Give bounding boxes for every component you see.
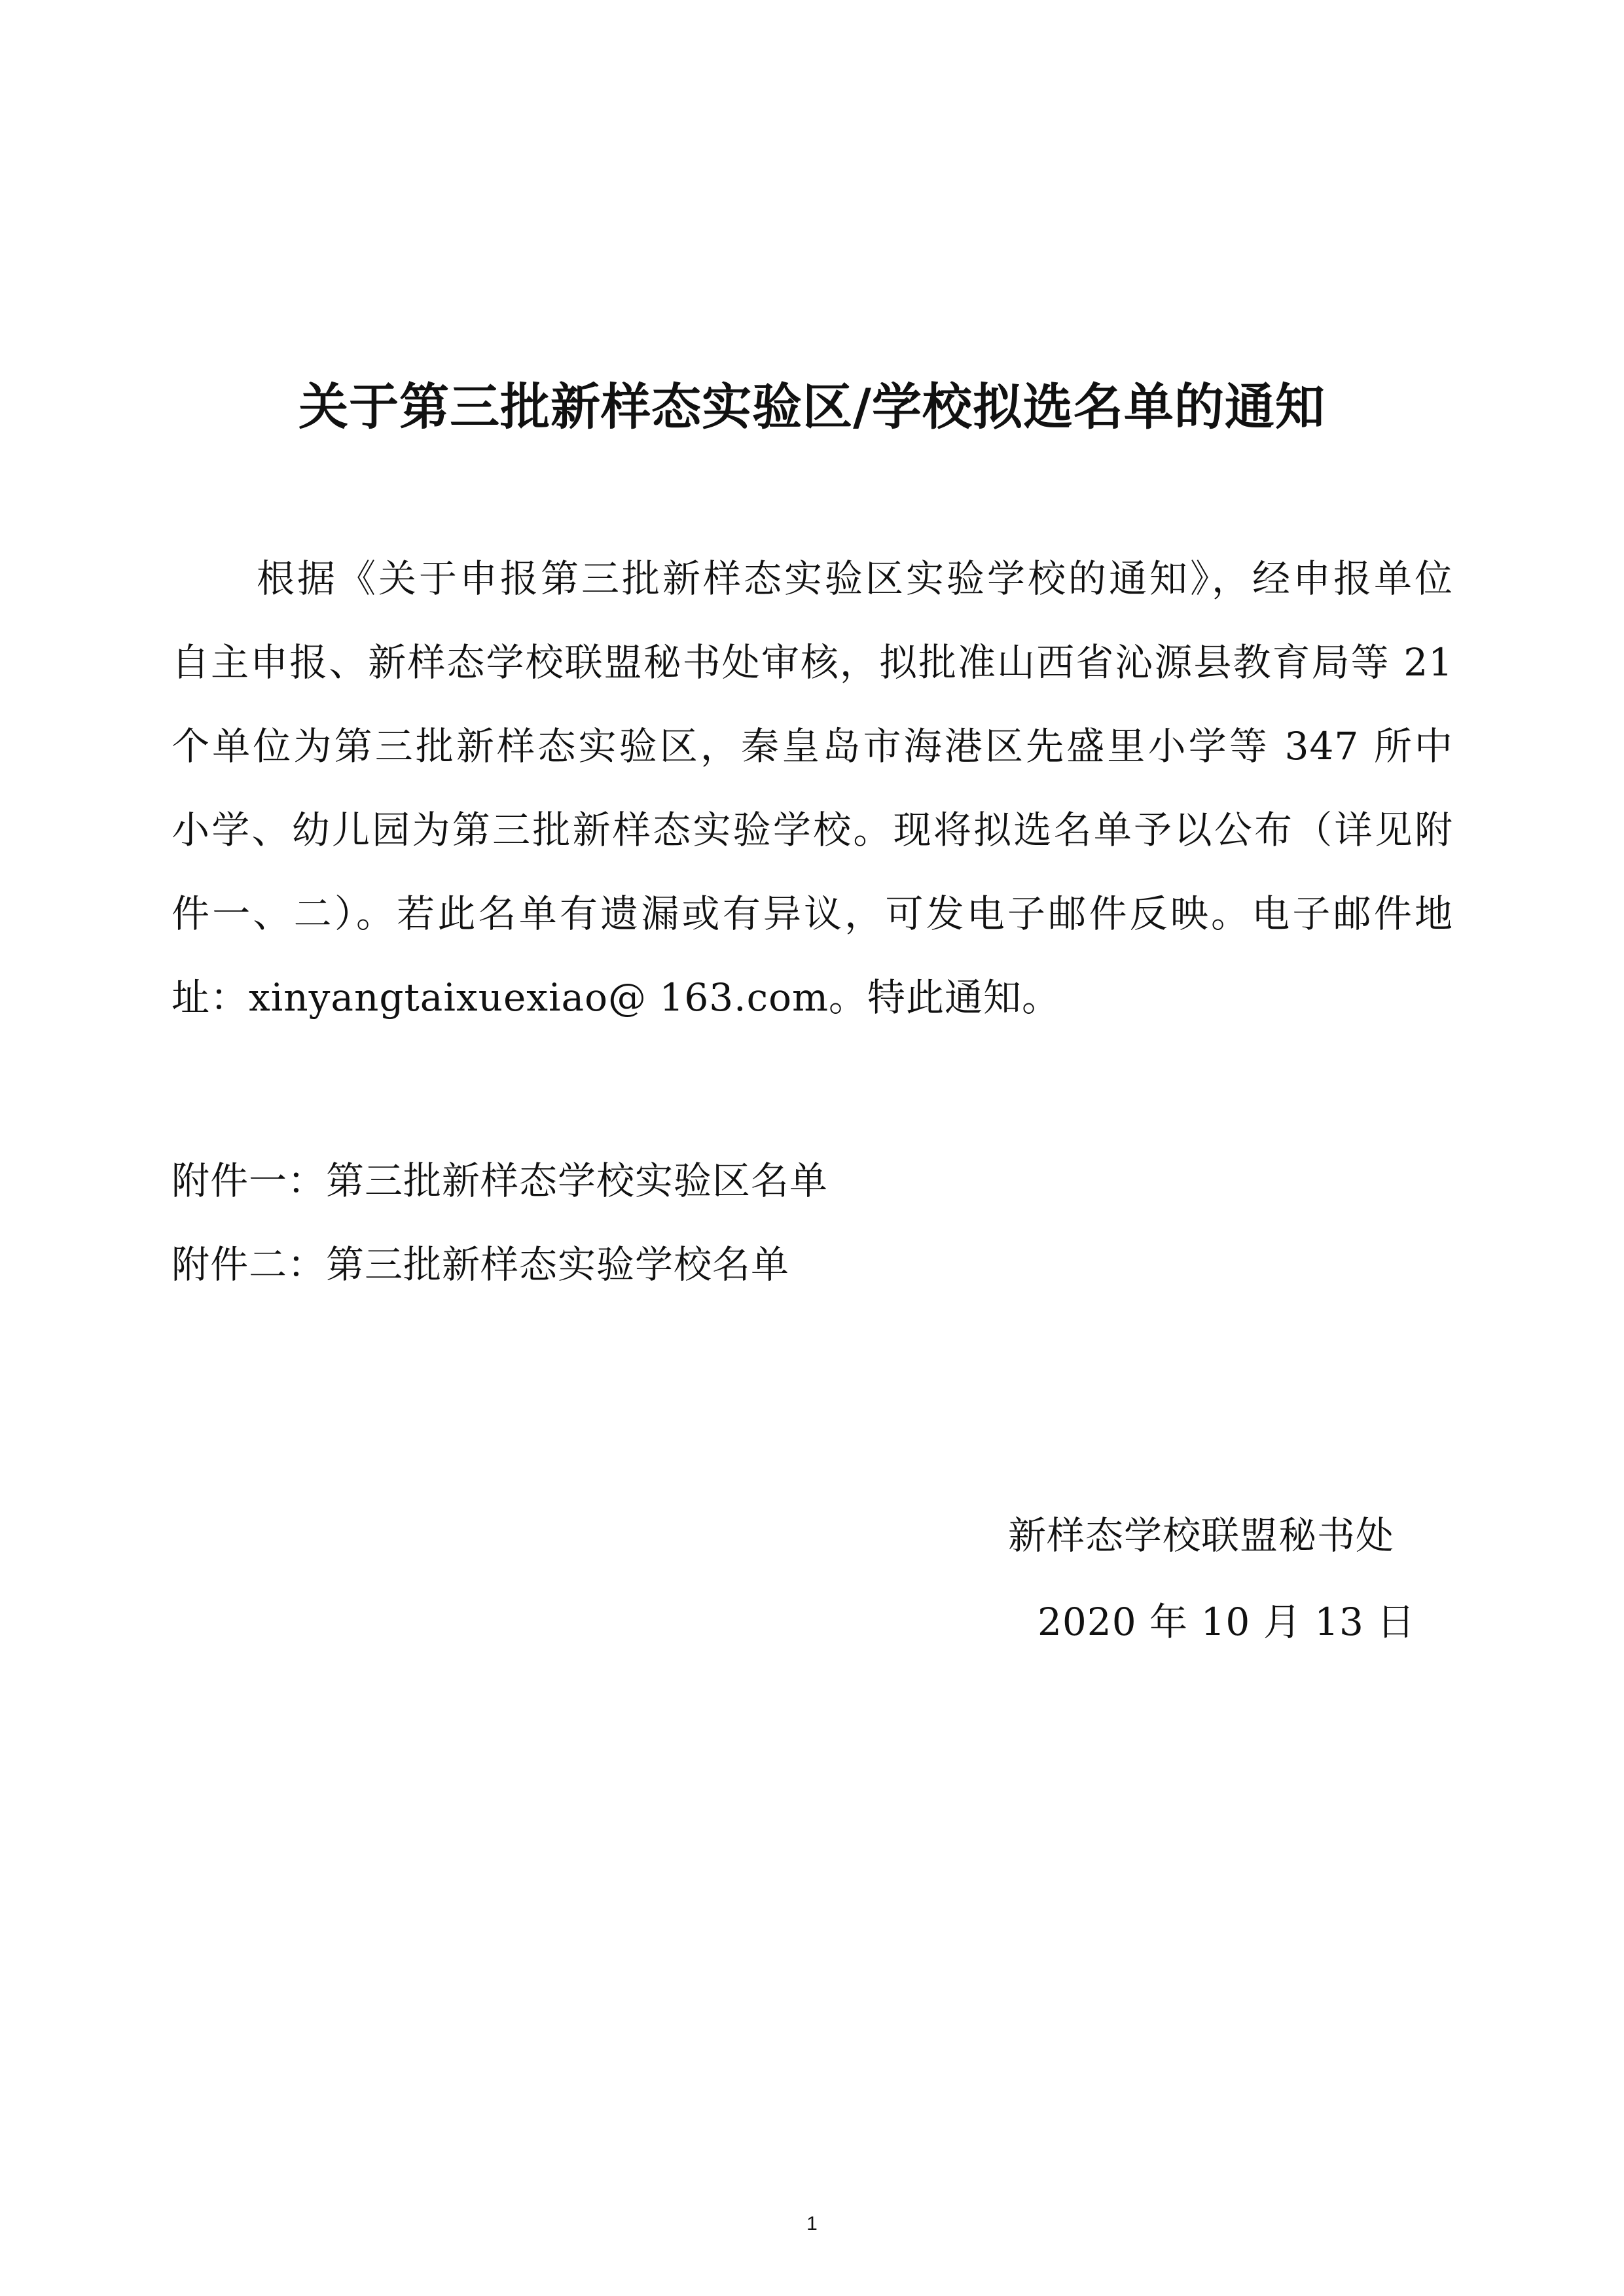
page-number: 1 xyxy=(806,2213,818,2234)
attachment-item-2: 附件二：第三批新样态实验学校名单 xyxy=(171,1242,790,1287)
body-line-6: 址：xinyangtaixuexiao@ 163.com。特此通知。 xyxy=(171,975,1061,1020)
attachment-item-1: 附件一：第三批新样态学校实验区名单 xyxy=(171,1158,829,1203)
body-paragraph xyxy=(171,537,1453,1039)
body-line-2: 自主申报、新样态学校联盟秘书处审核，拟批准山西省沁源县教育局等 21 xyxy=(171,640,1453,685)
body-line-1: 根据《关于申报第三批新样态实验区实验学校的通知》，经申报单位 xyxy=(257,556,1453,601)
signature-block xyxy=(1008,1492,1415,1665)
body-line-5: 件一、二）。若此名单有遗漏或有异议，可发电子邮件反映。电子邮件地 xyxy=(171,891,1453,936)
issuer-name: 新样态学校联盟秘书处 xyxy=(1008,1513,1395,1558)
body-line-4: 小学、幼儿园为第三批新样态实验学校。现将拟选名单予以公布（详见附 xyxy=(171,808,1453,852)
body-line-3: 个单位为第三批新样态实验区，秦皇岛市海港区先盛里小学等 347 所中 xyxy=(171,724,1453,768)
issue-date: 2020 年 10 月 13 日 xyxy=(1038,1600,1416,1644)
attachment-list xyxy=(171,1139,828,1306)
document-title: 关于第三批新样态实验区/学校拟选名单的通知 xyxy=(298,378,1326,436)
